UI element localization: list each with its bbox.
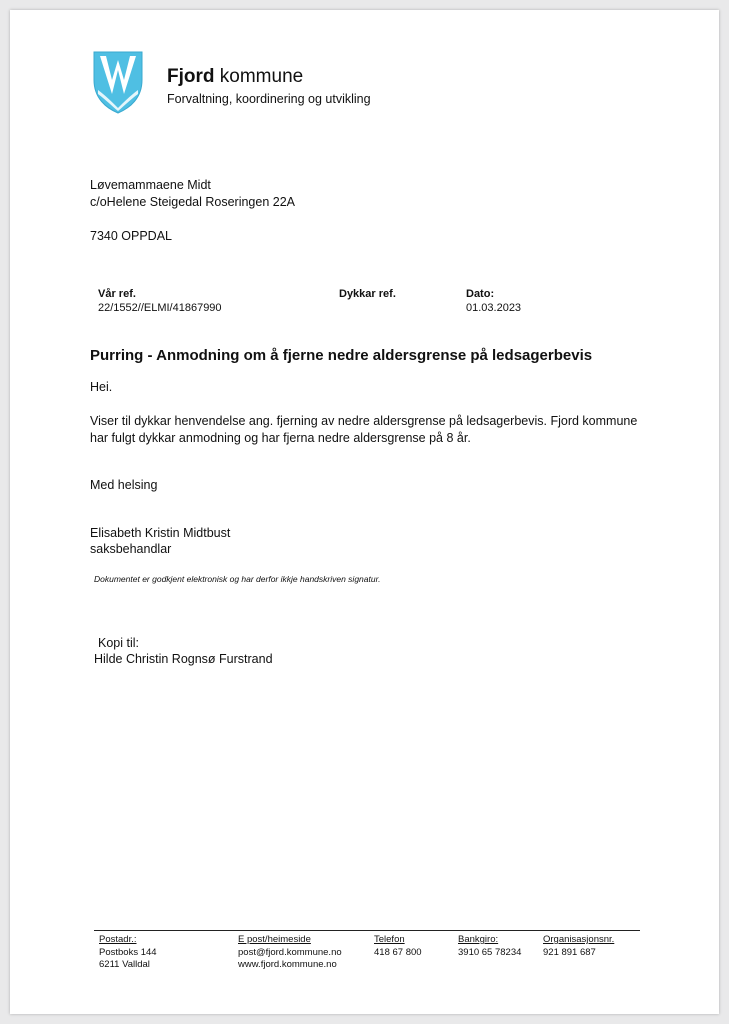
recipient-address: c/oHelene Steigedal Roseringen 22A [90,195,295,209]
footer-bank-value: 3910 65 78234 [458,946,522,958]
signer-title: saksbehandlar [90,542,172,556]
footer-email [238,934,342,972]
footer-phone-label: Telefon [374,934,405,945]
your-ref-label: Dykkar ref. [339,288,396,300]
footer-postal-line1: Postboks 144 [99,946,157,958]
copy-recipient: Hilde Christin Rognsø Furstrand [94,652,273,666]
closing: Med helsing [90,478,158,492]
signature-note: Dokumentet er godkjent elektronisk og har derfor ikkje handskriven signatur. [94,574,381,584]
our-ref-value: 22/1552//ELMI/41867990 [98,302,222,314]
footer-phone-value: 418 67 800 [374,946,422,958]
footer-email-link[interactable]: post@fjord.kommune.no [238,946,342,958]
footer-postal [99,934,157,972]
footer-bank-label: Bankgiro: [458,934,499,945]
footer-org-value: 921 891 687 [543,946,596,958]
signer-name: Elisabeth Kristin Midtbust [90,526,231,540]
footer-org-label: Organisasjonsnr. [543,934,615,945]
footer-website-link[interactable]: www.fjord.kommune.no [238,959,337,970]
footer-postal-line2: 6211 Valldal [99,959,150,970]
body-line-2: har fulgt dykkar anmodning og har fjerna nedre aldersgrense på 8 år. [90,431,471,445]
recipient-name: Løvemammaene Midt [90,178,211,192]
greeting: Hei. [90,380,113,394]
date-value: 01.03.2023 [466,302,522,314]
letter-page [10,10,719,1014]
body-line-1: Viser til dykkar henvendelse ang. fjerning av nedre aldersgrense på ledsagerbevis. Fjord kommune [90,414,638,428]
copy-label: Kopi til: [98,636,139,650]
footer-email-label: E post/heimeside [238,934,311,945]
footer-divider [94,930,640,931]
footer-phone [374,934,422,959]
municipal-shield-icon [92,50,144,114]
footer-postal-label: Postadr.: [99,934,137,945]
date-label: Dato: [466,288,495,300]
our-ref-label: Vår ref. [98,288,136,300]
footer-bank [458,934,521,959]
recipient-postal: 7340 OPPDAL [90,229,172,243]
footer-org [543,934,614,959]
organization-name: Fjord kommune [167,66,304,87]
organization-subtitle: Forvaltning, koordinering og utvikling [167,92,371,106]
letter-subject: Purring - Anmodning om å fjerne nedre aldersgrense på ledsagerbevis [90,347,593,364]
